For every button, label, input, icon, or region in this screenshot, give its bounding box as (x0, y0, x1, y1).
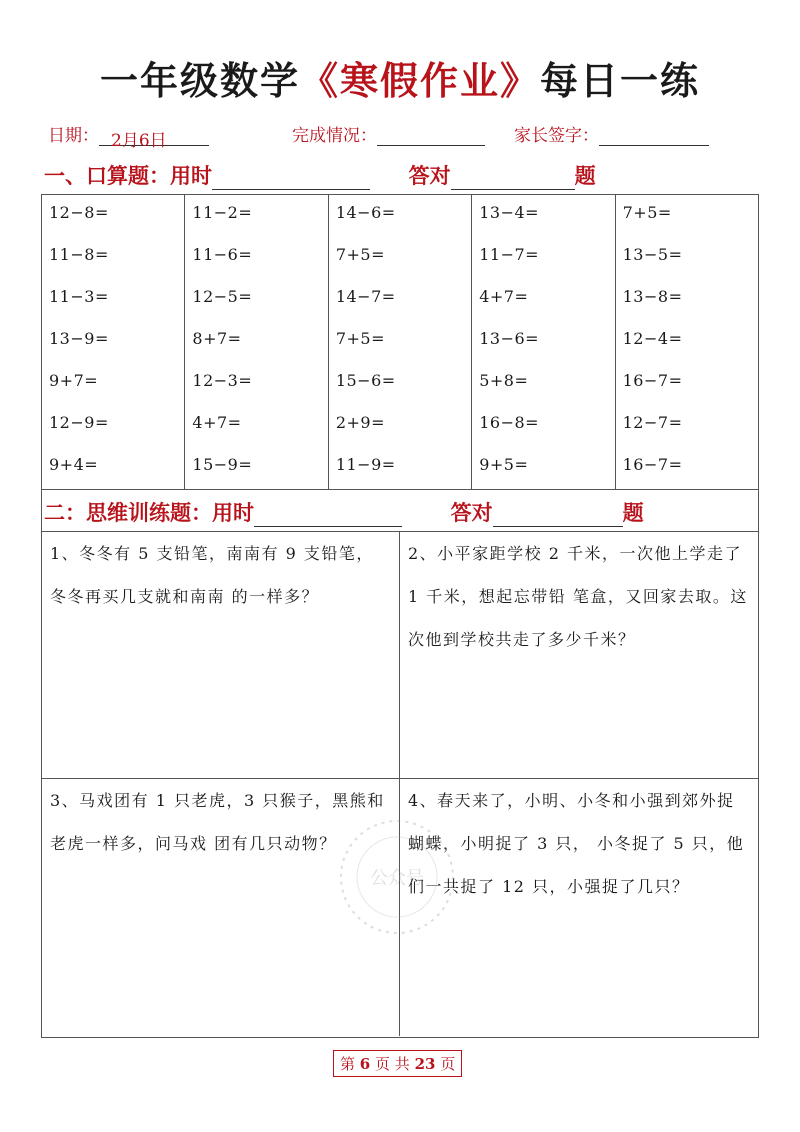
footer-suffix: 页 (440, 1055, 456, 1073)
signature-input[interactable] (599, 126, 709, 146)
calc-cell: 12−8= (49, 203, 109, 222)
calc-cell: 12−3= (192, 371, 253, 390)
calc-cell: 7+5= (335, 245, 385, 264)
calc-cell: 11−2= (192, 203, 253, 222)
signature-field (514, 121, 709, 146)
calc-column-1 (42, 195, 185, 489)
calc-column-4 (472, 195, 615, 489)
page-footer (333, 1050, 462, 1077)
calc-cell: 16−8= (479, 413, 540, 432)
section2-time-input[interactable] (254, 505, 402, 527)
status-field (292, 121, 485, 146)
date-field (48, 121, 209, 151)
section1-heading (44, 160, 596, 190)
calc-cell: 13−4= (479, 203, 540, 222)
footer-page-number: 6 (359, 1055, 371, 1073)
calc-cell: 11−3= (49, 287, 109, 306)
title-part3: 每日一练 (540, 58, 701, 103)
calc-cell: 13−9= (49, 329, 109, 348)
section2-correct-label: 答对 (450, 500, 493, 525)
calc-cell: 5+8= (479, 371, 529, 390)
calc-cell: 9+4= (49, 455, 99, 474)
title-part1: 一年级数学 (99, 58, 300, 103)
watermark-stamp-icon (332, 812, 462, 942)
calc-cell: 13−8= (622, 287, 683, 306)
calc-cell: 7+5= (335, 329, 385, 348)
svg-text:公众号: 公众号 (370, 868, 424, 889)
section1-title: 一、口算题：用时 (44, 163, 212, 188)
question-4: 4、春天来了，小明、小冬和小强到郊外捉蝴蝶，小明捉了 3 只， 小冬捉了 5 只，他们一共捉了 12 只，小强捉了几只？ (408, 791, 745, 896)
calc-cell: 12−5= (192, 287, 253, 306)
calc-cell: 14−6= (335, 203, 396, 222)
calc-cell: 7+5= (622, 203, 672, 222)
title-part2: 《寒假作业》 (299, 58, 540, 103)
calc-cell: 13−6= (479, 329, 540, 348)
calc-cell: 16−7= (622, 371, 683, 390)
calc-cell: 15−6= (335, 371, 396, 390)
section1-time-input[interactable] (212, 168, 370, 190)
page-title (0, 50, 800, 105)
calculation-grid (41, 194, 759, 490)
signature-label: 家长签字： (514, 126, 599, 146)
calc-cell: 8+7= (192, 329, 242, 348)
section2-heading (44, 497, 644, 527)
calc-cell: 12−9= (49, 413, 109, 432)
calc-cell: 16−7= (622, 455, 683, 474)
section1-unit: 题 (574, 163, 596, 188)
word-problem-grid (41, 532, 759, 1038)
status-input[interactable] (377, 126, 485, 146)
calc-cell: 15−9= (192, 455, 253, 474)
question-2: 2、小平家距学校 2 千米，一次他上学走了 1 千米，想起忘带铅 笔盒，又回家去取。这次他到学校共走了多少千米？ (400, 532, 758, 779)
footer-prefix: 第 (340, 1055, 356, 1073)
calc-column-5 (616, 195, 758, 489)
calc-cell: 12−4= (622, 329, 683, 348)
date-value[interactable]: 2月6日 (99, 126, 209, 146)
date-label: 日期： (48, 126, 99, 146)
section1-correct-label: 答对 (408, 163, 451, 188)
calc-cell: 11−7= (479, 245, 540, 264)
section2-title: 二：思维训练题：用时 (44, 500, 254, 525)
calc-cell: 11−9= (335, 455, 396, 474)
section1-correct-input[interactable] (451, 168, 575, 190)
calc-column-2 (185, 195, 328, 489)
section2-correct-input[interactable] (493, 505, 623, 527)
footer-mid: 页 共 (375, 1055, 410, 1073)
calc-cell: 14−7= (335, 287, 396, 306)
calc-cell: 2+9= (335, 413, 385, 432)
footer-total-pages: 23 (414, 1055, 436, 1073)
question-3: 3、马戏团有 1 只老虎，3 只猴子，黑熊和老虎一样多，问马戏 团有几只动物？ (42, 779, 400, 1036)
section2-unit: 题 (622, 500, 644, 525)
calc-cell: 11−6= (192, 245, 253, 264)
calc-cell: 9+7= (49, 371, 99, 390)
calc-cell: 13−5= (622, 245, 683, 264)
calc-cell: 4+7= (192, 413, 242, 432)
calc-column-3 (329, 195, 472, 489)
status-label: 完成情况： (292, 126, 377, 146)
calc-cell: 4+7= (479, 287, 529, 306)
calc-cell: 12−7= (622, 413, 683, 432)
calc-cell: 9+5= (479, 455, 529, 474)
calc-cell: 11−8= (49, 245, 109, 264)
question-1: 1、冬冬有 5 支铅笔，南南有 9 支铅笔，冬冬再买几支就和南南 的一样多？ (42, 532, 400, 779)
